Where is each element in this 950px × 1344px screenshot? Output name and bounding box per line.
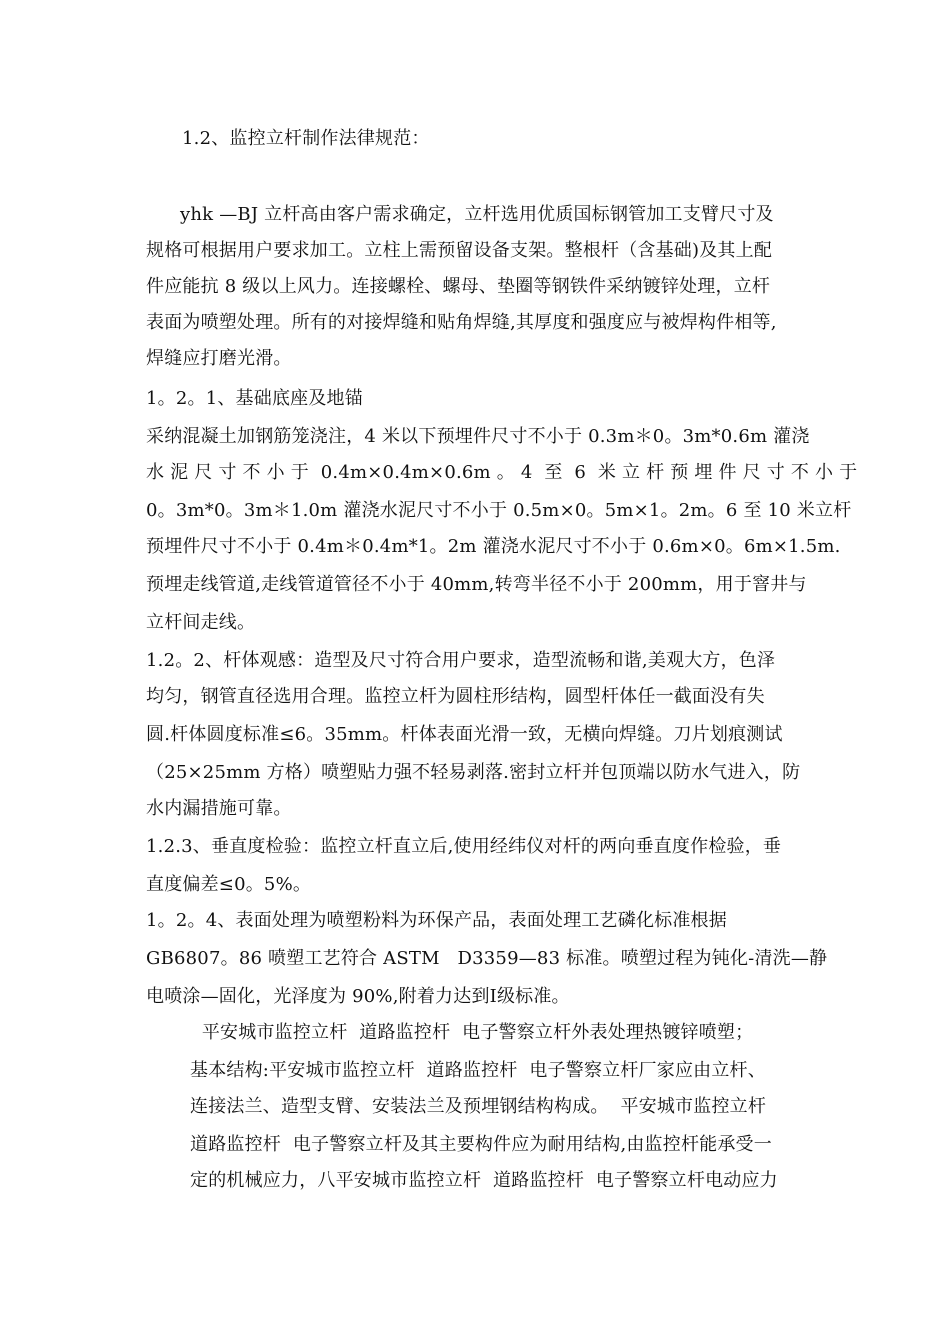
paragraph-line: 直度偏差≤0。5%。 <box>146 874 312 895</box>
paragraph-line: 定的机械应力，八平安城市监控立杆 道路监控杆 电子警察立杆电动应力 <box>190 1170 778 1191</box>
paragraph-line: 立杆间走线。 <box>146 612 256 633</box>
paragraph-line: 采纳混凝土加钢筋笼浇注，4 米以下预埋件尺寸不小于 0.3m＊0。3m*0.6m 灌浇 <box>146 426 810 447</box>
paragraph-line: 均匀，钢管直径选用合理。监控立杆为圆柱形结构，圆型杆体任一截面没有失 <box>146 686 765 707</box>
section-heading: 1.2、监控立杆制作法律规范： <box>182 128 430 149</box>
paragraph-line: 件应能抗 8 级以上风力。连接螺栓、螺母、垫圈等钢铁件采纳镀锌处理，立杆 <box>146 276 771 297</box>
paragraph-line: 规格可根据用户要求加工。立柱上需预留设备支架。整根杆（含基础)及其上配 <box>146 240 773 261</box>
paragraph-line: 预埋件尺寸不小于 0.4m＊0.4m*1。2m 灌浇水泥尺寸不小于 0.6m×0。6m×1.5m. <box>146 536 841 557</box>
paragraph-line: 预埋走线管道,走线管道管径不小于 40mm,转弯半径不小于 200mm，用于窨井与 <box>146 574 807 595</box>
paragraph-line: 表面为喷塑处理。所有的对接焊缝和贴角焊缝,其厚度和强度应与被焊构件相等, <box>146 312 777 333</box>
paragraph-line: 连接法兰、造型支臂、安装法兰及预埋钢结构构成。 平安城市监控立杆 <box>190 1096 767 1117</box>
paragraph-line: 圆.杆体圆度标准≤6。35mm。杆体表面光滑一致，无横向焊缝。刀片划痕测试 <box>146 724 783 745</box>
subsection-heading: 1。2。1、基础底座及地锚 <box>146 388 363 409</box>
paragraph-line: GB6807。86 喷塑工艺符合 ASTM D3359—83 标准。喷塑过程为钝化-清洗—静 <box>146 948 828 969</box>
paragraph-line: （25×25mm 方格）喷塑贴力强不轻易剥落.密封立杆并包顶端以防水气进入，防 <box>146 762 801 783</box>
paragraph-line: 1.2。2、杆体观感：造型及尺寸符合用户要求，造型流畅和谐,美观大方，色泽 <box>146 650 776 671</box>
paragraph-line: 水内漏措施可靠。 <box>146 798 292 819</box>
paragraph-line: 焊缝应打磨光滑。 <box>146 348 292 369</box>
paragraph-line: 电喷涂—固化，光泽度为 90%,附着力达到Ⅰ级标准。 <box>146 986 570 1007</box>
paragraph-line: 基本结构:平安城市监控立杆 道路监控杆 电子警察立杆厂家应由立杆、 <box>190 1060 766 1081</box>
paragraph-line: 1.2.3、垂直度检验：监控立杆直立后,使用经纬仪对杆的两向垂直度作检验，垂 <box>146 836 782 857</box>
paragraph-line: 1。2。4、表面处理为喷塑粉料为环保产品，表面处理工艺磷化标准根据 <box>146 910 727 931</box>
paragraph-line: 平安城市监控立杆 道路监控杆 电子警察立杆外表处理热镀锌喷塑； <box>190 1022 754 1043</box>
paragraph-line: 0。3m*0。3m＊1.0m 灌浇水泥尺寸不小于 0.5m×0。5m×1。2m。6 至 10 米立杆 <box>146 500 852 521</box>
paragraph-line: 道路监控杆 电子警察立杆及其主要构件应为耐用结构,由监控杆能承受一 <box>190 1134 772 1155</box>
paragraph-line: yhk —BJ 立杆高由客户需求确定，立杆选用优质国标钢管加工支臂尺寸及 <box>180 204 774 225</box>
paragraph-line: 水 泥 尺 寸 不 小 于 0.4m×0.4m×0.6m 。 4 至 6 米 立 杆 预 埋 件 尺 寸 不 小 于 <box>146 462 858 483</box>
